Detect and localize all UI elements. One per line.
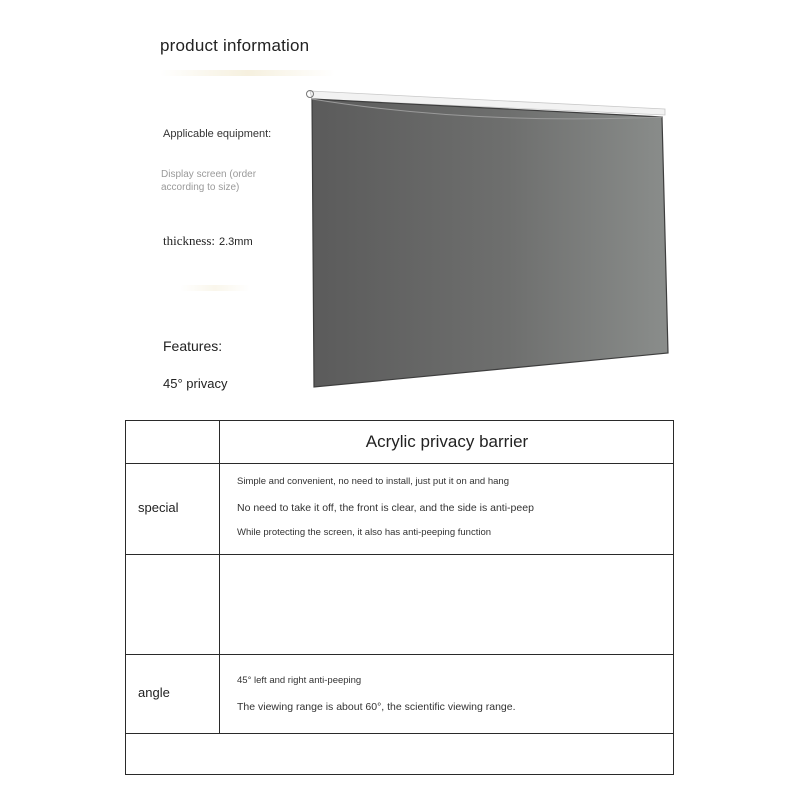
row-label-angle: angle bbox=[138, 685, 170, 700]
faint-decoration bbox=[160, 70, 335, 76]
table-header: Acrylic privacy barrier bbox=[365, 432, 529, 451]
display-screen-note: Display screen (order according to size) bbox=[161, 169, 257, 193]
special-line-2: No need to take it off, the front is clear, and the side is anti-peep bbox=[237, 502, 534, 514]
privacy-panel-illustration bbox=[300, 85, 680, 395]
angle-line-1: 45° left and right anti-peeping bbox=[237, 675, 362, 686]
privacy-panel-image bbox=[300, 85, 680, 395]
row-label-special: special bbox=[138, 500, 179, 515]
table-row-divider bbox=[126, 733, 673, 734]
spec-table bbox=[125, 420, 674, 775]
thickness-value: 2.3mm bbox=[219, 236, 253, 248]
thickness-row bbox=[163, 233, 253, 249]
faint-decoration-2 bbox=[180, 285, 250, 291]
table-row-divider bbox=[126, 554, 673, 555]
applicable-equipment-label: Applicable equipment: bbox=[163, 128, 272, 140]
thickness-label: thickness: bbox=[163, 233, 215, 248]
table-row-divider bbox=[126, 654, 673, 655]
privacy-feature: 45° privacy bbox=[163, 376, 228, 391]
table-column-divider bbox=[219, 421, 220, 733]
table-row-divider bbox=[126, 463, 673, 464]
special-line-1: Simple and convenient, no need to install, just put it on and hang bbox=[237, 476, 509, 487]
features-label: Features: bbox=[163, 338, 223, 354]
special-line-3: While protecting the screen, it also has anti-peeping function bbox=[237, 527, 492, 538]
angle-line-2: The viewing range is about 60°, the scientific viewing range. bbox=[237, 701, 516, 713]
page-title: product information bbox=[160, 36, 310, 55]
